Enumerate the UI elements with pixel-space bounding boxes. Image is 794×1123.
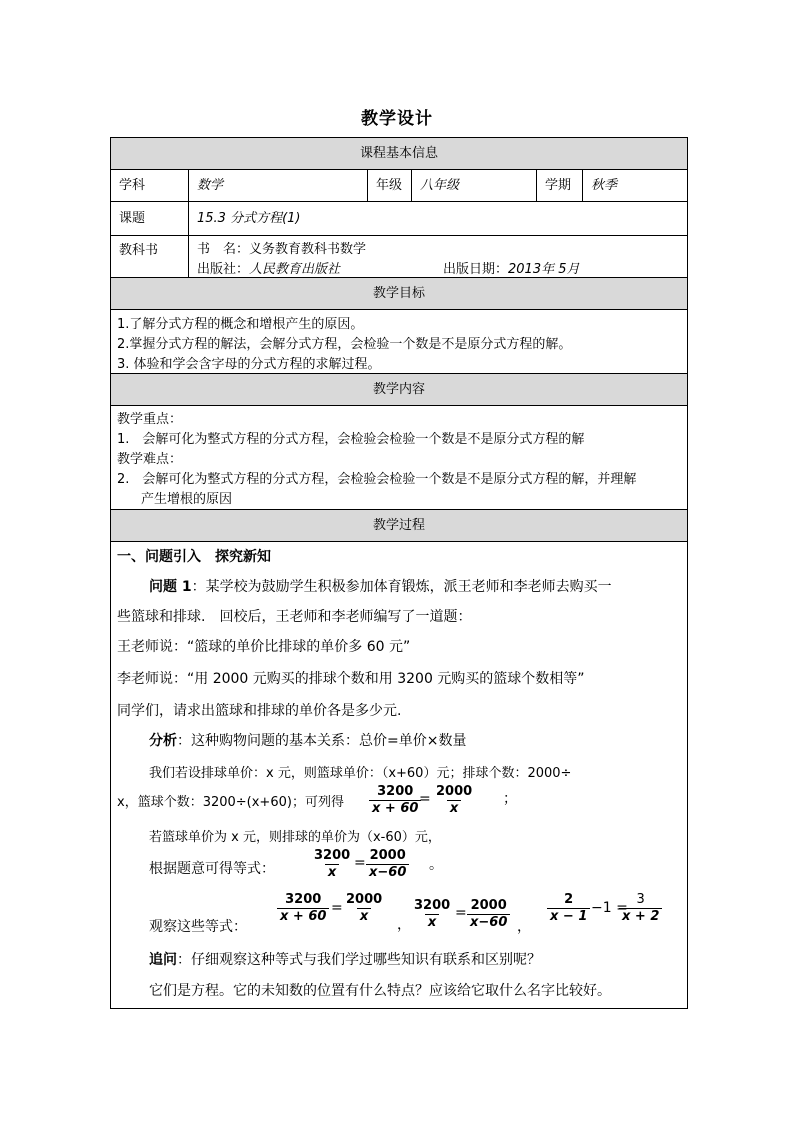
publisher-value: 人民教育出版社: [249, 262, 341, 277]
textbook-row: [111, 236, 687, 278]
question-prompt: 同学们，请求出篮球和排球的单价各是多少元.: [117, 703, 402, 719]
key-points-label: 教学重点：: [117, 412, 183, 427]
denominator: x: [325, 864, 339, 881]
objectives-body: [111, 310, 687, 374]
numerator: 3: [636, 892, 645, 907]
denominator: x + 2: [619, 908, 662, 925]
denominator: x + 60: [277, 908, 329, 925]
question-1-label: 问题 1: [149, 579, 192, 595]
setup-line-cont: x，篮球个数：3200÷(x+60)；可列得: [117, 795, 344, 810]
teacher-li-quote: 李老师说：“用 2000 元购买的排球个数和用 3200 元购买的篮球个数相等”: [117, 671, 585, 687]
closing-line: 它们是方程。它的未知数的位置有什么特点？应该给它取什么名字比较好。: [149, 983, 611, 999]
alt-setup-line: 若篮球单价为 x 元，则排球的单价为（x-60）元，: [149, 830, 441, 845]
denominator: x: [447, 800, 461, 817]
process-header: 教学过程: [111, 510, 687, 542]
publisher: [197, 258, 340, 277]
question-1: [149, 576, 612, 596]
teacher-wang-quote: 王老师说：“篮球的单价比排球的单价多 60 元”: [117, 639, 411, 655]
grade-value: 八年级: [411, 170, 536, 201]
numerator: 3200: [414, 898, 451, 913]
publish-date: [443, 258, 580, 277]
numerator: 2000: [470, 898, 507, 913]
subject-value: 数学: [188, 170, 367, 201]
lesson-plan-table: [110, 137, 688, 1009]
follow-up-text: ：仔细观察这种等式与我们学过哪些知识有联系和区别呢？: [177, 952, 541, 968]
denominator: x: [425, 914, 439, 931]
denominator: x + 60: [369, 800, 421, 817]
textbook-info: [188, 236, 687, 277]
key-point-item: 1. 会解可化为整式方程的分式方程，会检验会检验一个数是不是原分式方程的解: [117, 432, 585, 447]
fraction: [343, 892, 385, 925]
document-title: 教学设计: [361, 109, 433, 129]
section-heading: 一、问题引入 探究新知: [117, 549, 271, 565]
difficulty-item: 2. 会解可化为整式方程的分式方程，会检验会检验一个数是不是原分式方程的解，并理解: [117, 472, 637, 487]
numerator: 3200: [314, 848, 351, 863]
equals-sign: =: [331, 900, 343, 916]
objective-item: 3. 体验和学会含字母的分式方程的求解过程。: [117, 357, 381, 372]
analysis-text: ：这种购物问题的基本关系：总价=单价×数量: [177, 733, 467, 749]
content-body: [111, 406, 687, 510]
equals-sign: =: [455, 905, 467, 921]
follow-up-label: 追问: [149, 952, 177, 968]
numerator: 2000: [436, 784, 473, 799]
fraction: [547, 892, 590, 925]
fraction: [467, 898, 510, 931]
subject-row: [111, 170, 687, 202]
numerator: 2: [564, 892, 574, 907]
term-value: 秋季: [582, 170, 687, 201]
objective-item: 1.了解分式方程的概念和增根产生的原因。: [117, 317, 364, 332]
subject-label: 学科: [119, 178, 146, 193]
difficulty-item-cont: 产生增根的原因: [141, 492, 233, 507]
numerator: 2000: [346, 892, 383, 907]
pubdate-value: 2013年 5月: [508, 262, 580, 277]
question-1-text: ：某学校为鼓励学生积极参加体育锻炼，派王老师和李老师去购买一: [191, 579, 612, 595]
book-name: 书 名：义务教育教科书数学: [197, 242, 367, 257]
grade-label: 年级: [367, 170, 411, 201]
equals-sign: =: [419, 791, 431, 807]
numerator: 2000: [369, 848, 406, 863]
question-1-cont: 些篮球和排球. 回校后，王老师和李老师编写了一道题：: [117, 609, 472, 625]
comma: ，: [397, 917, 411, 933]
denominator: x: [357, 908, 371, 925]
topic-label: 课题: [119, 211, 146, 226]
period: 。: [429, 857, 443, 873]
term-label: 学期: [536, 170, 582, 201]
difficulty-label: 教学难点：: [117, 452, 183, 467]
fraction: [366, 848, 409, 881]
fraction: [619, 892, 662, 925]
pubdate-label: 出版日期：: [443, 262, 509, 277]
numerator: 3200: [377, 784, 414, 799]
fraction: [433, 784, 475, 817]
minus-one-equals: −1 =: [591, 900, 628, 916]
equation-intro: 根据题意可得等式：: [149, 861, 275, 877]
fraction: [369, 784, 421, 817]
analysis-label: 分析: [149, 733, 177, 749]
basic-info-header: 课程基本信息: [111, 138, 687, 170]
process-body: [111, 542, 687, 1008]
comma: ，: [517, 919, 531, 935]
topic-value: 15.3 分式方程(1): [188, 202, 687, 235]
fraction: [311, 848, 353, 881]
objectives-header: 教学目标: [111, 278, 687, 310]
content-header: 教学内容: [111, 374, 687, 406]
follow-up-question: [149, 949, 541, 969]
publisher-label: 出版社：: [197, 262, 250, 277]
fraction: [277, 892, 329, 925]
fraction: [411, 898, 453, 931]
denominator: x − 1: [547, 908, 590, 925]
textbook-label: 教科书: [119, 243, 159, 258]
semicolon: ；: [503, 791, 517, 807]
equals-sign: =: [354, 855, 366, 871]
denominator: x−60: [467, 914, 510, 931]
observe-label: 观察这些等式：: [149, 919, 247, 935]
denominator: x−60: [366, 864, 409, 881]
topic-row: [111, 202, 687, 236]
objective-item: 2.掌握分式方程的解法，会解分式方程，会检验一个数是不是原分式方程的解。: [117, 337, 572, 352]
analysis: [149, 730, 466, 750]
setup-line: 我们若设排球单价：x 元，则篮球单价：（x+60）元；排球个数：2000÷: [149, 766, 572, 781]
numerator: 3200: [285, 892, 322, 907]
